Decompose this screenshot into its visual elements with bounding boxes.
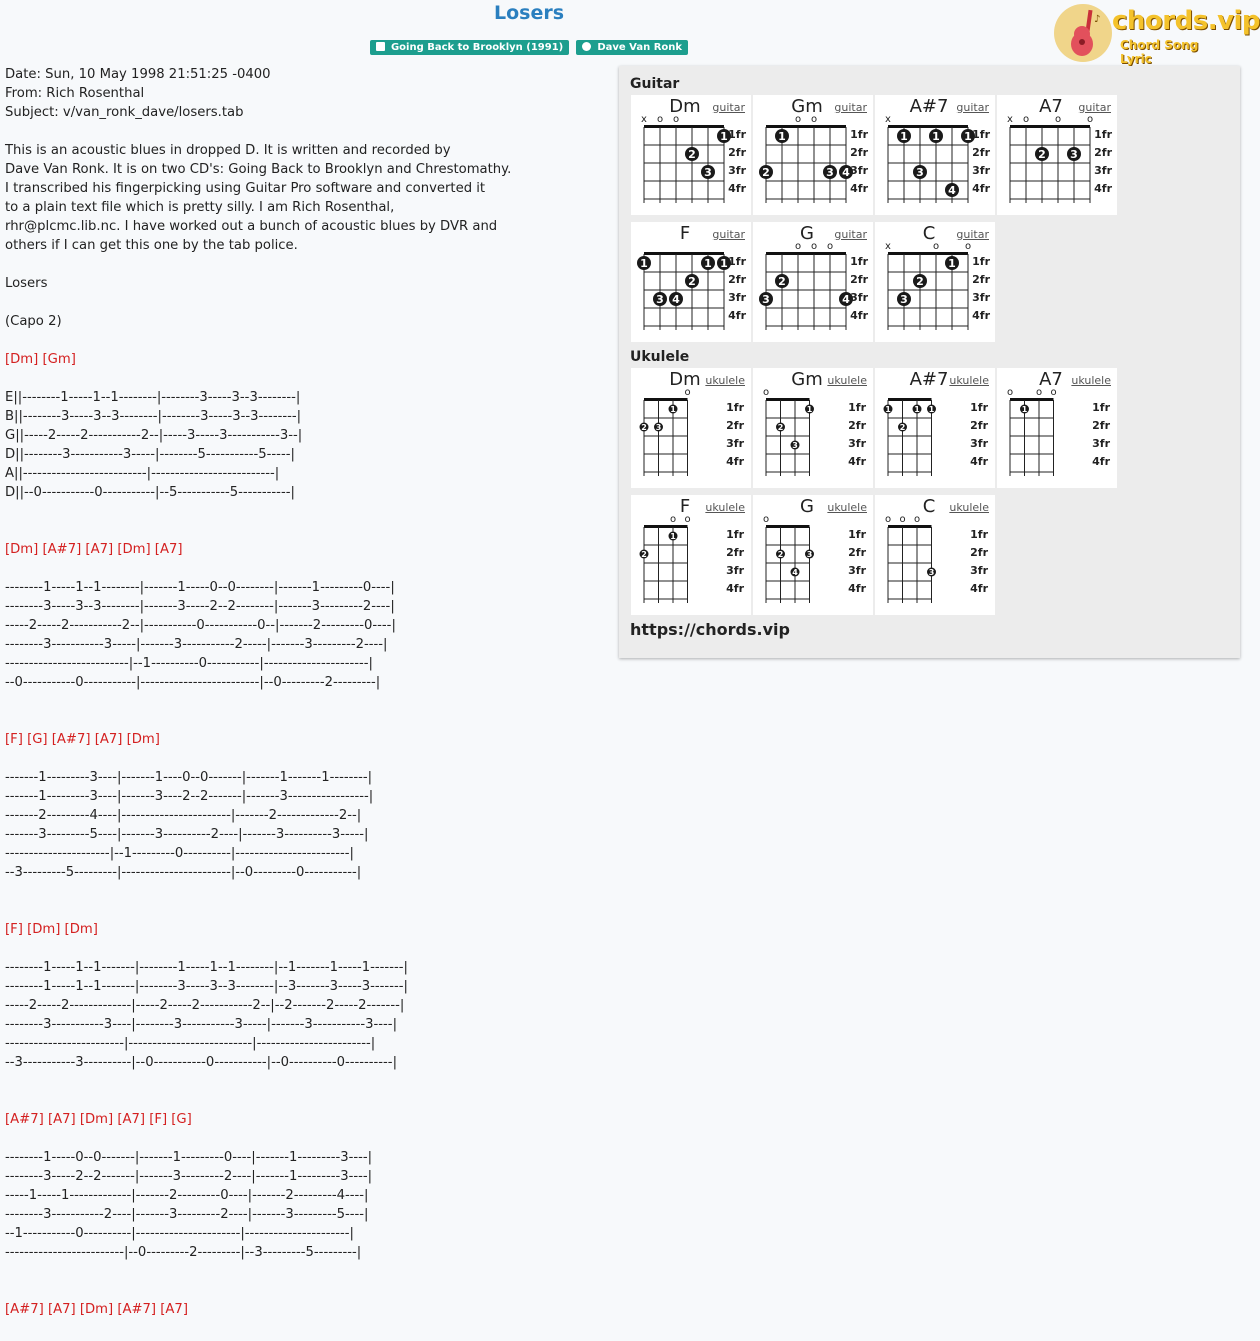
svg-text:2: 2 (778, 275, 786, 288)
guitar-link[interactable]: guitar (712, 228, 745, 241)
fret-label: 4fr (970, 582, 988, 595)
fret-label: 2fr (970, 419, 988, 432)
tab-line: --------------------------|--1----------0-----------|----------------------| (5, 656, 373, 671)
svg-text:o: o (899, 514, 906, 525)
fret-label: 2fr (972, 273, 990, 286)
guitar-chord-card[interactable] (631, 95, 751, 215)
fret-label: 3fr (848, 437, 866, 450)
fret-label: 1fr (970, 528, 988, 541)
ukulele-chord-card[interactable] (753, 495, 873, 615)
text-line: rhr@plcmc.lib.nc. I have worked out a bunch of acoustic blues by DVR and (5, 219, 498, 234)
guitar-link[interactable]: guitar (956, 101, 989, 114)
fret-label: 4fr (848, 582, 866, 595)
fret-label: 1fr (726, 401, 744, 414)
svg-text:x: x (641, 114, 647, 125)
tab-line: --------3-----------3----|--------3-----------3-----|-------3-----------3----| (5, 1017, 398, 1032)
text-line: Dave Van Ronk. It is on two CD's: Going Back to Brooklyn and Chrestomathy. (5, 162, 512, 177)
chord-name: A7 (1039, 369, 1063, 390)
fret-label: 1fr (850, 255, 868, 268)
guitar-link[interactable]: guitar (712, 101, 745, 114)
svg-text:o: o (810, 114, 818, 125)
svg-text:♪: ♪ (1094, 14, 1101, 25)
fret-label: 2fr (1094, 146, 1112, 159)
svg-text:1: 1 (720, 257, 728, 270)
svg-text:4: 4 (842, 293, 850, 306)
fret-label: 3fr (726, 564, 744, 577)
svg-text:3: 3 (655, 423, 662, 432)
svg-text:o: o (826, 241, 834, 252)
svg-text:3: 3 (1070, 148, 1078, 161)
tab-line: -------3---------5----|-------3----------2----|-------3----------3-----| (5, 827, 369, 842)
svg-text:o: o (1035, 387, 1043, 398)
fret-label: 1fr (726, 528, 744, 541)
fret-label: 3fr (850, 164, 868, 177)
svg-text:1: 1 (1021, 405, 1028, 414)
guitar-chord-card[interactable] (997, 95, 1117, 215)
fret-label: 4fr (848, 455, 866, 468)
site-url[interactable]: https://chords.vip (630, 620, 790, 639)
text-line (5, 901, 615, 920)
fret-label: 4fr (728, 309, 746, 322)
tab-line: -----1-----1-------------|-------2---------0----|-------2---------4----| (5, 1188, 369, 1203)
fret-label: 2fr (728, 273, 746, 286)
fret-label: 4fr (972, 182, 990, 195)
svg-text:1: 1 (720, 130, 728, 143)
fret-label: 1fr (970, 401, 988, 414)
tab-line: -----2-----2-----------2--|-----------0-----------0--|-------2---------0----| (5, 618, 396, 633)
song-content (5, 65, 615, 1319)
text-line (5, 749, 615, 768)
chord-name: Gm (791, 369, 823, 390)
text-line (5, 331, 615, 350)
fret-label: 1fr (848, 401, 866, 414)
fret-label: 4fr (850, 309, 868, 322)
guitar-chord-card[interactable] (875, 222, 995, 342)
svg-text:1: 1 (670, 532, 676, 541)
tab-line: ----------------------|--1---------0----------|------------------------| (5, 846, 354, 861)
text-line: I transcribed his fingerpicking using Guitar Pro software and converted it (5, 181, 486, 196)
ukulele-chord-card[interactable] (875, 368, 995, 488)
chord-name: F (679, 223, 691, 244)
fret-label: 4fr (726, 582, 744, 595)
svg-text:1: 1 (914, 405, 920, 414)
fret-label: 3fr (970, 437, 988, 450)
tab-line: --0-----------0-----------|-------------------------|--0---------2---------| (5, 675, 381, 690)
chord-name: G (800, 496, 814, 517)
svg-text:o: o (1054, 114, 1062, 125)
svg-text:3: 3 (916, 166, 924, 179)
ukulele-link[interactable]: ukulele (827, 501, 867, 514)
svg-text:o: o (684, 387, 691, 398)
svg-text:o: o (913, 514, 921, 525)
artist-tag[interactable] (576, 40, 688, 55)
fret-label: 1fr (850, 128, 868, 141)
fret-label: 2fr (726, 419, 744, 432)
text-line (5, 1281, 615, 1300)
chord-line[interactable]: [A#7] [A7] [Dm] [A7] [F] [G] (5, 1112, 192, 1127)
svg-text:x: x (1007, 114, 1013, 125)
svg-text:1: 1 (806, 405, 813, 414)
fret-label: 3fr (728, 164, 746, 177)
svg-text:1: 1 (670, 405, 676, 414)
artist-tag-label: Dave Van Ronk (597, 42, 683, 53)
svg-text:o: o (810, 241, 818, 252)
tab-line: B||--------3-----3--3--------|--------3-----3--3--------| (5, 409, 302, 424)
tab-line: --------1-----1--1-------|--------1-----1--1--------|--1-------1-----1-------| (5, 960, 408, 975)
svg-text:4: 4 (948, 184, 956, 197)
fret-label: 2fr (726, 546, 744, 559)
fret-label: 1fr (972, 128, 990, 141)
text-line: to a plain text file which is pretty silly. I am Rich Rosenthal, (5, 200, 395, 215)
fret-label: 3fr (728, 291, 746, 304)
ukulele-chord-card[interactable] (997, 368, 1117, 488)
fret-label: 2fr (848, 546, 866, 559)
svg-text:2: 2 (777, 423, 784, 432)
ukulele-section-title: Ukulele (630, 349, 690, 365)
tab-line: --------1-----1--1-------|--------3-----3--3--------|--3-------3-----3-------| (5, 979, 408, 994)
ukulele-chord-card[interactable] (875, 495, 995, 615)
svg-text:o: o (884, 514, 892, 525)
ukulele-link[interactable]: ukulele (949, 374, 989, 387)
chord-name: C (922, 223, 936, 244)
ukulele-link[interactable]: ukulele (827, 374, 867, 387)
album-tag-label: Going Back to Brooklyn (1991) (390, 42, 564, 53)
fret-label: 2fr (848, 419, 866, 432)
text-line: Subject: v/van_ronk_dave/losers.tab (5, 105, 244, 120)
fret-label: 3fr (972, 291, 990, 304)
chord-name: F (679, 496, 691, 517)
tab-line: -------------------------|--0---------2---------|--3---------5---------| (5, 1245, 362, 1260)
chord-line[interactable]: [Dm] [Gm] (5, 352, 76, 367)
svg-text:3: 3 (826, 166, 834, 179)
svg-text:o: o (932, 241, 940, 252)
album-tag[interactable] (370, 40, 569, 55)
svg-text:2: 2 (688, 275, 696, 288)
fret-label: 1fr (728, 128, 746, 141)
svg-text:3: 3 (704, 166, 712, 179)
tab-line: A||--------------------------|--------------------------| (5, 466, 280, 481)
fret-label: 4fr (970, 455, 988, 468)
guitar-chord-card[interactable] (753, 95, 873, 215)
guitar-link[interactable]: guitar (956, 228, 989, 241)
fret-label: 2fr (1092, 419, 1110, 432)
ukulele-chord-card[interactable] (753, 368, 873, 488)
svg-text:1: 1 (900, 130, 908, 143)
tab-line: --------3-----2--2-------|-------3---------2----|-------1---------3----| (5, 1169, 373, 1184)
svg-text:o: o (762, 514, 770, 525)
tab-line: --3---------5---------|-----------------------|--0---------0-----------| (5, 865, 362, 880)
fret-label: 2fr (972, 146, 990, 159)
tab-line: -------------------------|--------------------------|------------------------| (5, 1036, 376, 1051)
tab-line: G||-----2-----2-----------2--|-----3-----3-----------3--| (5, 428, 303, 443)
text-line (5, 882, 615, 901)
svg-text:1: 1 (640, 257, 648, 270)
tab-line: --------3-----3--3--------|-------3-----2--2--------|-------3---------2----| (5, 599, 395, 614)
chord-line[interactable]: [F] [Dm] [Dm] (5, 922, 98, 937)
ukulele-link[interactable]: ukulele (949, 501, 989, 514)
svg-text:3: 3 (656, 293, 664, 306)
fret-label: 3fr (848, 564, 866, 577)
tab-line: --------1-----1--1--------|-------1-----0--0--------|-------1---------0----| (5, 580, 395, 595)
fret-label: 1fr (728, 255, 746, 268)
fret-label: 3fr (850, 291, 868, 304)
svg-text:o: o (794, 241, 802, 252)
svg-text:1: 1 (948, 257, 956, 270)
text-line (5, 502, 615, 521)
guitar-link[interactable]: guitar (1078, 101, 1111, 114)
fret-label: 1fr (1092, 401, 1110, 414)
text-line (5, 369, 615, 388)
guitar-chord-card[interactable] (875, 95, 995, 215)
svg-text:o: o (762, 387, 770, 398)
fret-label: 2fr (970, 546, 988, 559)
chord-name: G (800, 223, 814, 244)
svg-text:3: 3 (792, 441, 798, 450)
chord-name: C (922, 496, 936, 517)
text-line: This is an acoustic blues in dropped D. It is written and recorded by (5, 143, 451, 158)
tab-line: D||--------3-----------3-----|--------5-----------5-----| (5, 447, 295, 462)
svg-text:2: 2 (762, 166, 770, 179)
fret-label: 2fr (728, 146, 746, 159)
chord-line[interactable]: [Dm] [A#7] [A7] [Dm] [A7] (5, 542, 183, 557)
svg-text:2: 2 (916, 275, 924, 288)
fret-label: 3fr (972, 164, 990, 177)
fret-label: 4fr (850, 182, 868, 195)
chord-name: A#7 (909, 369, 949, 390)
logo-subtitle: Chord Song Lyric (1120, 38, 1199, 66)
tag-bar (0, 35, 1058, 55)
album-icon (376, 42, 385, 51)
fret-label: 4fr (726, 455, 744, 468)
tab-line: --------3-----------3-----|-------3-----------2-----|-------3---------2----| (5, 637, 388, 652)
tab-line: -----2-----2-------------|-----2-----2-----------2--|--2-------2-----2-------| (5, 998, 405, 1013)
guitar-logo-icon (1054, 4, 1112, 62)
svg-text:2: 2 (777, 550, 784, 559)
text-line (5, 939, 615, 958)
tab-line: E||--------1-----1--1--------|--------3-----3--3--------| (5, 390, 301, 405)
guitar-link[interactable]: guitar (834, 228, 867, 241)
svg-text:o: o (656, 114, 664, 125)
fret-label: 4fr (1092, 455, 1110, 468)
tab-line: --------1-----0--0-------|-------1---------0----|-------1---------3----| (5, 1150, 373, 1165)
svg-text:2: 2 (1038, 148, 1046, 161)
svg-text:4: 4 (672, 293, 680, 306)
text-line: From: Rich Rosenthal (5, 86, 145, 101)
text-line (5, 1091, 615, 1110)
chord-line[interactable]: [A#7] [A7] [Dm] [A#7] [A7] (5, 1302, 188, 1317)
svg-text:1: 1 (932, 130, 940, 143)
ukulele-chord-card[interactable] (631, 368, 751, 488)
chord-name: Gm (791, 96, 823, 117)
svg-text:1: 1 (964, 130, 972, 143)
svg-text:1: 1 (778, 130, 786, 143)
ukulele-chord-card[interactable] (631, 495, 751, 615)
ukulele-link[interactable]: ukulele (705, 374, 745, 387)
svg-text:o: o (669, 514, 677, 525)
fret-label: 3fr (726, 437, 744, 450)
chord-name: A#7 (909, 96, 949, 117)
svg-text:o: o (964, 241, 972, 252)
svg-text:3: 3 (762, 293, 770, 306)
svg-text:o: o (1006, 387, 1014, 398)
tab-line: --3-----------3----------|--0-----------0-----------|--0----------0----------| (5, 1055, 398, 1070)
svg-text:o: o (1086, 114, 1094, 125)
fret-label: 3fr (970, 564, 988, 577)
tab-line: --------3-----------2----|-------3---------2----|-------3---------5----| (5, 1207, 369, 1222)
text-line (5, 255, 615, 274)
fret-label: 1fr (848, 528, 866, 541)
text-line (5, 521, 615, 540)
fret-label: 2fr (850, 273, 868, 286)
tab-line: -------1---------3----|-------3----2--2-------|-------3-----------------| (5, 789, 374, 804)
svg-text:3: 3 (806, 550, 813, 559)
chord-panel (619, 66, 1240, 658)
user-icon (582, 42, 591, 51)
svg-text:x: x (885, 241, 891, 252)
logo-brand: chords.vip (1112, 6, 1260, 36)
svg-text:o: o (1022, 114, 1030, 125)
svg-text:4: 4 (792, 568, 798, 577)
text-line (5, 1072, 615, 1091)
text-line: Losers (5, 276, 48, 291)
text-line: Date: Sun, 10 May 1998 21:51:25 -0400 (5, 67, 271, 82)
svg-text:o: o (794, 114, 802, 125)
fret-label: 4fr (728, 182, 746, 195)
tab-line: D||--0-----------0-----------|--5-----------5-----------| (5, 485, 295, 500)
site-logo[interactable] (1054, 4, 1260, 66)
guitar-chord-card[interactable] (753, 222, 873, 342)
svg-text:4: 4 (842, 166, 850, 179)
chord-line[interactable]: [F] [G] [A#7] [A7] [Dm] (5, 732, 160, 747)
guitar-chord-card[interactable] (631, 222, 751, 342)
svg-text:2: 2 (688, 148, 696, 161)
chord-name: A7 (1039, 96, 1063, 117)
text-line (5, 559, 615, 578)
fret-label: 2fr (850, 146, 868, 159)
fret-label: 4fr (972, 309, 990, 322)
text-line (5, 293, 615, 312)
chord-name: Dm (669, 96, 701, 117)
ukulele-link[interactable]: ukulele (1071, 374, 1111, 387)
fret-label: 1fr (1094, 128, 1112, 141)
svg-text:1: 1 (928, 405, 935, 414)
tab-line: -------1---------3----|-------1----0--0-------|-------1-------1--------| (5, 770, 373, 785)
svg-text:2: 2 (641, 550, 647, 559)
svg-text:2: 2 (899, 423, 906, 432)
svg-text:1: 1 (704, 257, 712, 270)
svg-text:3: 3 (928, 568, 935, 577)
text-line (5, 122, 615, 141)
tab-line: --1-----------0----------|----------------------|----------------------| (5, 1226, 354, 1241)
text-line: others if I can get this one by the tab police. (5, 238, 298, 253)
fret-label: 3fr (1094, 164, 1112, 177)
ukulele-link[interactable]: ukulele (705, 501, 745, 514)
fret-label: 4fr (1094, 182, 1112, 195)
svg-text:o: o (684, 514, 691, 525)
text-line (5, 1262, 615, 1281)
tab-line: -------2---------4----|-----------------------|-------2-------------2--| (5, 808, 362, 823)
svg-text:1: 1 (885, 405, 891, 414)
svg-text:x: x (885, 114, 891, 125)
song-title: Losers (493, 2, 565, 24)
svg-text:o: o (1050, 387, 1057, 398)
fret-label: 3fr (1092, 437, 1110, 450)
text-line (5, 692, 615, 711)
guitar-link[interactable]: guitar (834, 101, 867, 114)
chord-name: Dm (669, 369, 701, 390)
fret-label: 1fr (972, 255, 990, 268)
svg-text:2: 2 (641, 423, 647, 432)
guitar-section-title: Guitar (630, 76, 680, 92)
text-line (5, 711, 615, 730)
svg-text:3: 3 (900, 293, 908, 306)
svg-text:o: o (672, 114, 680, 125)
text-line: (Capo 2) (5, 314, 62, 329)
text-line (5, 1129, 615, 1148)
